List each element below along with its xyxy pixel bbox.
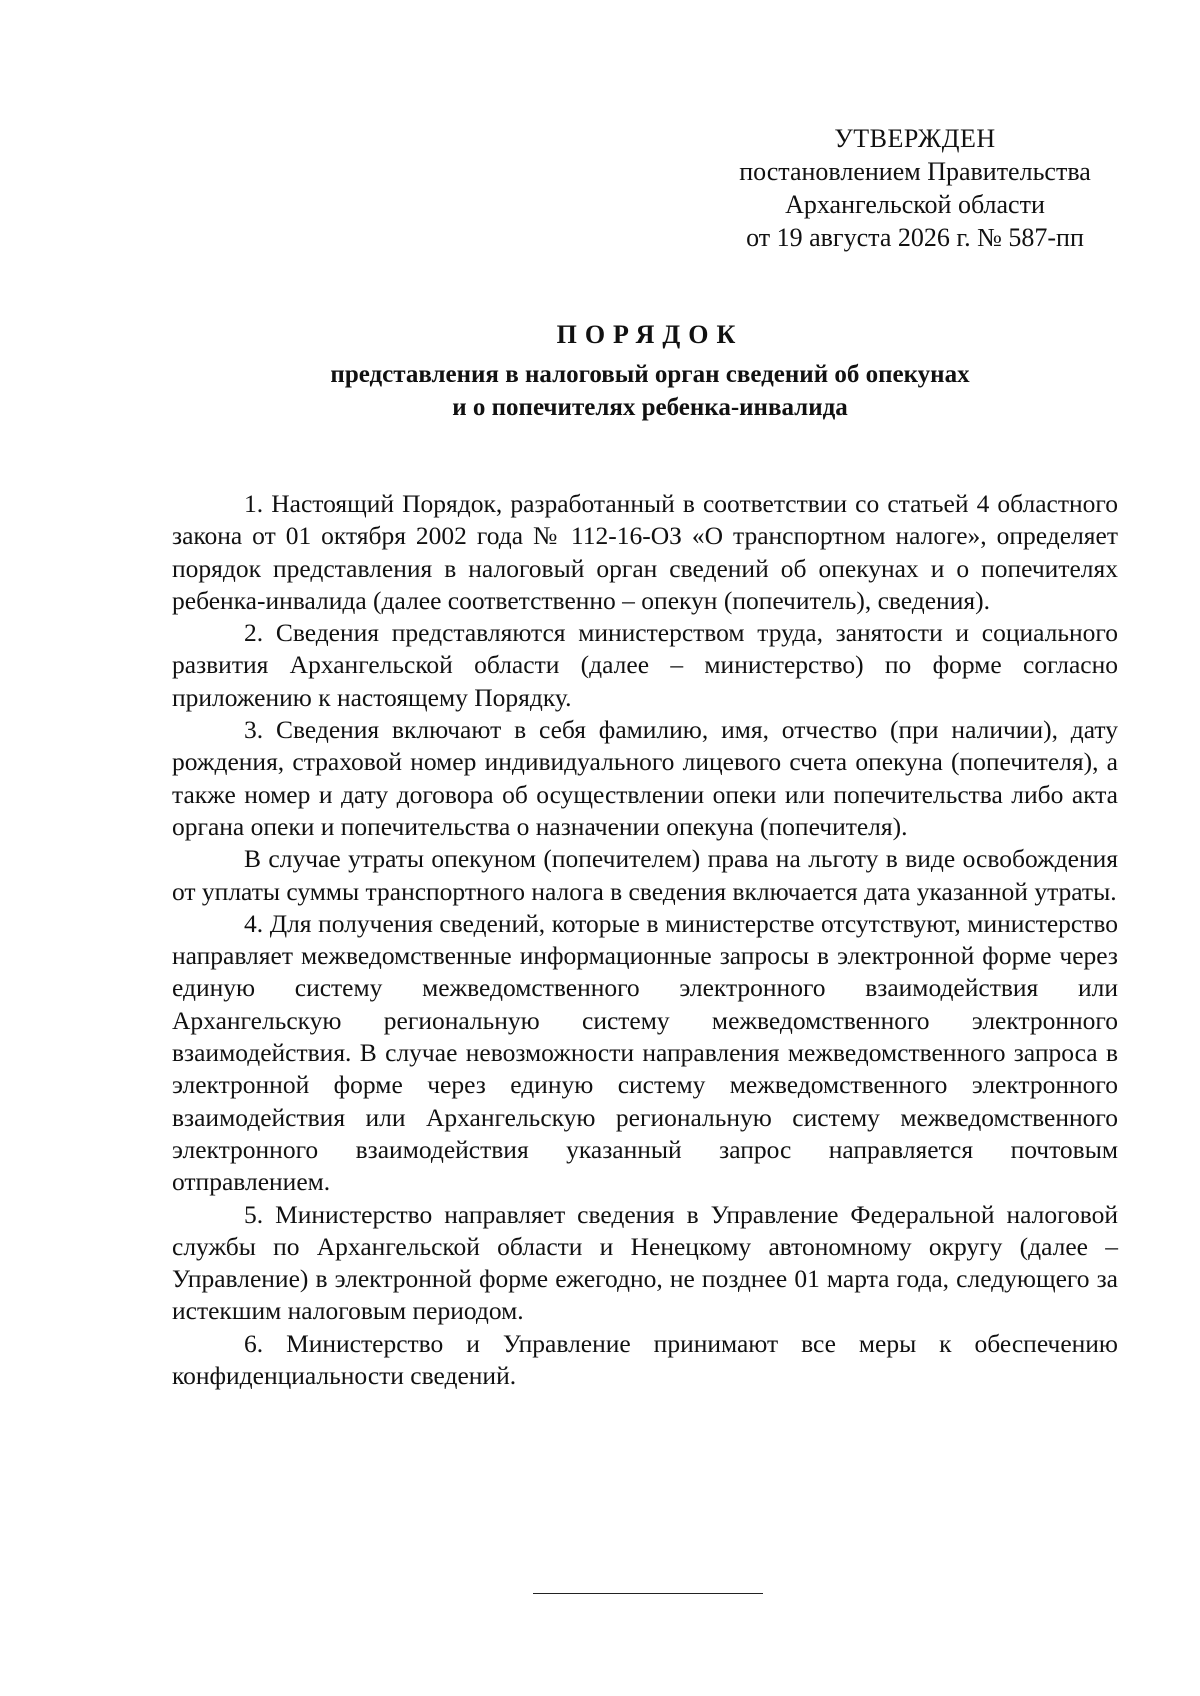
approval-line-3: от 19 августа 2026 г. № 587-пп [746,223,1084,252]
approval-line-2: Архангельской области [785,190,1045,219]
document-body [172,488,1118,1392]
paragraph-2: 2. Сведения представляются министерством труда, занятости и социального развития Архангельской области (далее – министерство) по форме согласно приложению к настоящему Порядку. [172,618,1118,712]
paragraph-3-continuation: В случае утраты опекуном (попечителем) права на льготу в виде освобождения от уплаты суммы транспортного налога в сведения включается дата указанной утраты. [172,844,1118,906]
approval-block [690,122,1140,254]
paragraph-6: 6. Министерство и Управление принимают все меры к обеспечению конфиденциальности сведений. [172,1328,1118,1391]
paragraph-3: 3. Сведения включают в себя фамилию, имя, отчество (при наличии), дату рождения, страховой номер индивидуального лицевого счета опекуна (попечителя), а также номер и дату договора об осуществлении опеки или попечительства либо акта органа опеки и попечительства о назначении опекуна (попечителя). [172,715,1118,841]
paragraph-1: 1. Настоящий Порядок, разработанный в соответствии со статьей 4 областного закона от 01 октября 2002 года № 112-16-ОЗ «О транспортном налоге», определяет порядок представления в налоговый орган сведений об опекунах и о попечителях ребенка-инвалида (далее соответственно – опекун (попечитель), сведения). [172,489,1118,615]
paragraph-4: 4. Для получения сведений, которые в министерстве отсутствуют, министерство направляет межведомственные информационные запросы в электронной форме через единую систему межведомственного электронного взаимодействия или Архангельскую региональную систему межведомственного электронного взаимодействия. В случае невозможности направления межведомственного запроса в электронной форме через единую систему межведомственного электронного взаимодействия или Архангельскую региональную систему межведомственного электронного взаимодействия указанный запрос направляется почтовым отправлением. [172,908,1118,1197]
document-subtitle-line-1: представления в налоговый орган сведений об опекунах [330,361,970,388]
title-block [170,318,1130,424]
document-title: ПОРЯДОК [556,320,744,349]
end-divider-line [533,1593,763,1594]
approval-line-1: постановлением Правительства [739,157,1091,186]
paragraph-5: 5. Министерство направляет сведения в Управление Федеральной налоговой службы по Архангельской области и Ненецкому автономному округу (далее – Управление) в электронной форме ежегодно, не позднее 01 марта года, следующего за истекшим налоговым периодом. [172,1199,1118,1326]
document-subtitle-line-2: и о попечителях ребенка-инвалида [452,394,848,421]
approval-stamp: УТВЕРЖДЕН [834,124,996,153]
